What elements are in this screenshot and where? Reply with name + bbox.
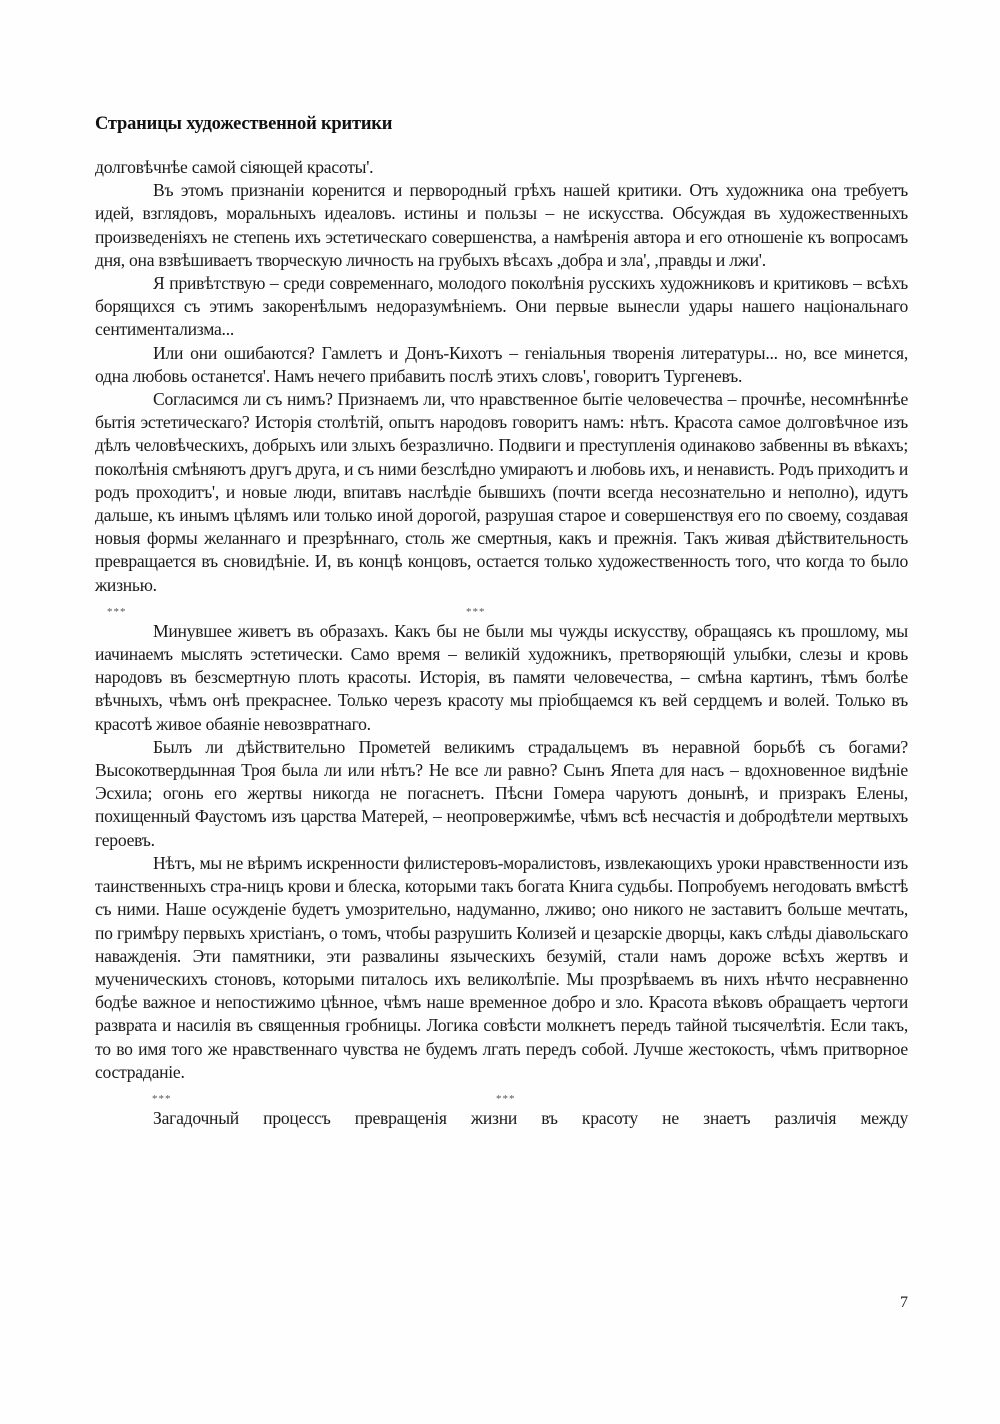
- section-separator: [95, 597, 908, 620]
- paragraph: Загадочный процессъ превращенія жизни въ красоту не знаетъ различія между: [153, 1107, 908, 1128]
- body-text: [95, 156, 908, 1130]
- page-number: 7: [900, 1294, 908, 1311]
- paragraph: Или они ошибаются? Гамлетъ и Донъ-Кихотъ – геніальныя творенія литературы... но, все минется, одна любовь останется'. Намъ нечего прибавить послѣ этихъ словъ', говоритъ Тургеневъ.: [95, 342, 908, 386]
- paragraph: Я привѣтствую – среди современнаго, молодого поколѣнія русскихъ художниковъ и критиковъ – всѣхъ борящихся съ этимъ закоренѣлымъ недоразумѣніемъ. Они первые вынесли удары нашего національнаго сентиментализма...: [95, 273, 908, 340]
- paragraph-continuation: долговѣчнѣе самой сіяющей красоты'.: [95, 157, 374, 177]
- paragraph: Нѣтъ, мы не вѣримъ искренности филистеровъ-моралистовъ, извлекающихъ уроки нравственности изъ таинственныхъ стра-ницъ крови и блеска, которыми такъ богата Книга судьбы. Попробуемъ негодовать вмѣстѣ съ ними. Наше осужденіе будетъ умозрительно, надуманно, лживо; оно никого не заставитъ больше мечтать, по гримѣру первыхъ христіанъ, о томъ, чтобы разрушить Колизей и цезарскіе дворцы, какъ слѣды діавольскаго наважденія. Эти памятники, эти развалины языческихъ безумій, стали намъ дороже всѣхъ жертвъ и мученическихъ стоновъ, которыми питалось ихъ великолѣпіе. Мы прозрѣваемъ въ нихъ нѣчто несравненно бодѣе важное и непостижимо цѣнное, чѣмъ наше временное добро и зло. Красота вѣковъ обращаетъ чертоги разврата и насилія въ священныя гробницы. Логика совѣсти молкнетъ передъ тайной тысячелѣтія. Если такъ, то во имя того же нравственнаго чувства не будемъ лгать передъ собой. Лучше жестокость, чѣмъ притворное состраданіе.: [95, 852, 908, 1082]
- paragraph: Согласимся ли съ нимъ? Признаемъ ли, что нравственное бытіе человечества – прочнѣе, несомнѣннѣе бытія эстетическаго? Исторія столѣтій, опытъ народовъ говоритъ намъ: нѣтъ. Красота самое долговѣчное изъ дѣлъ человѣческихъ, добрыхъ или злыхъ безразлично. Подвиги и преступленія одинаково забвенны въ вѣкахъ; поколѣнія смѣняютъ другъ друга, и съ ними безслѣдно умираютъ и любовь ихъ, и ненависть. Родъ приходитъ и родъ проходитъ', и новые люди, впитавъ наслѣдіе бывшихъ (почти всегда несознательно и неполно), идутъ дальше, къ инымъ цѣлямъ или только иной дорогой, разрушая старое и совершенствуя его по своему, создавая новыя формы желаннаго и презрѣннаго, столь же смертныя, какъ и прежнія. Такъ живая дѣйствительность превращается въ сновидѣніе. И, въ концѣ концовъ, остается только художественность того, что когда то было жизнью.: [95, 389, 908, 595]
- paragraph: Былъ ли дѣйствительно Прометей великимъ страдальцемъ въ неравной борьбѣ съ богами? Высокотвердынная Троя была ли или нѣтъ? Не все ли равно? Сынъ Япета для насъ – вдохновенное видѣніе Эсхила; огонь его жертвы никогда не погаснетъ. Пѣсни Гомера чаруютъ донынѣ, и призракъ Елены, похищенный Фаустомъ изъ царства Матерей, – неопровержимѣе, чѣмъ всѣ несчастія и добродѣтели мертвыхъ героевъ.: [95, 736, 908, 850]
- separator-asterisks-left: ***: [152, 1092, 172, 1105]
- paragraph: Минувшее живетъ въ образахъ. Какъ бы не были мы чужды искусству, обращаясь къ прошлому, мы иачинаемъ мыслять эстетически. Само время – великій художникъ, претворяющій улыбки, слезы и кровь народовъ въ безсмертную плоть красоты. Исторія, въ памяти человечества, – смѣна картинъ, тѣмъ болѣе вѣчныхъ, чѣмъ онѣ прекраснее. Только черезъ красоту мы пріобщаемся къ вей сердцемъ и волей. Только въ красотѣ живое обаяніе невозвратнаго.: [95, 620, 908, 734]
- section-separator: [95, 1084, 908, 1107]
- separator-asterisks-left: ***: [107, 605, 127, 618]
- separator-asterisks-right: ***: [466, 605, 486, 618]
- paragraph: Въ этомъ признаніи коренится и первородный грѣхъ нашей критики. Отъ художника она требуетъ идей, взглядовъ, моральныхъ идеаловъ. истины и пользы – не искусства. Обсуждая въ художественныхъ произведеніяхъ не степень ихъ эстетическаго совершенства, а намѣренія автора и его отношеніе къ вопросамъ дня, она взвѣшиваетъ творческую личность на грубыхъ вѣсахъ ,добра и зла', ,правды и лжи'.: [95, 180, 908, 270]
- running-title: Страницы художественной критики: [95, 114, 393, 134]
- separator-asterisks-right: ***: [496, 1092, 516, 1105]
